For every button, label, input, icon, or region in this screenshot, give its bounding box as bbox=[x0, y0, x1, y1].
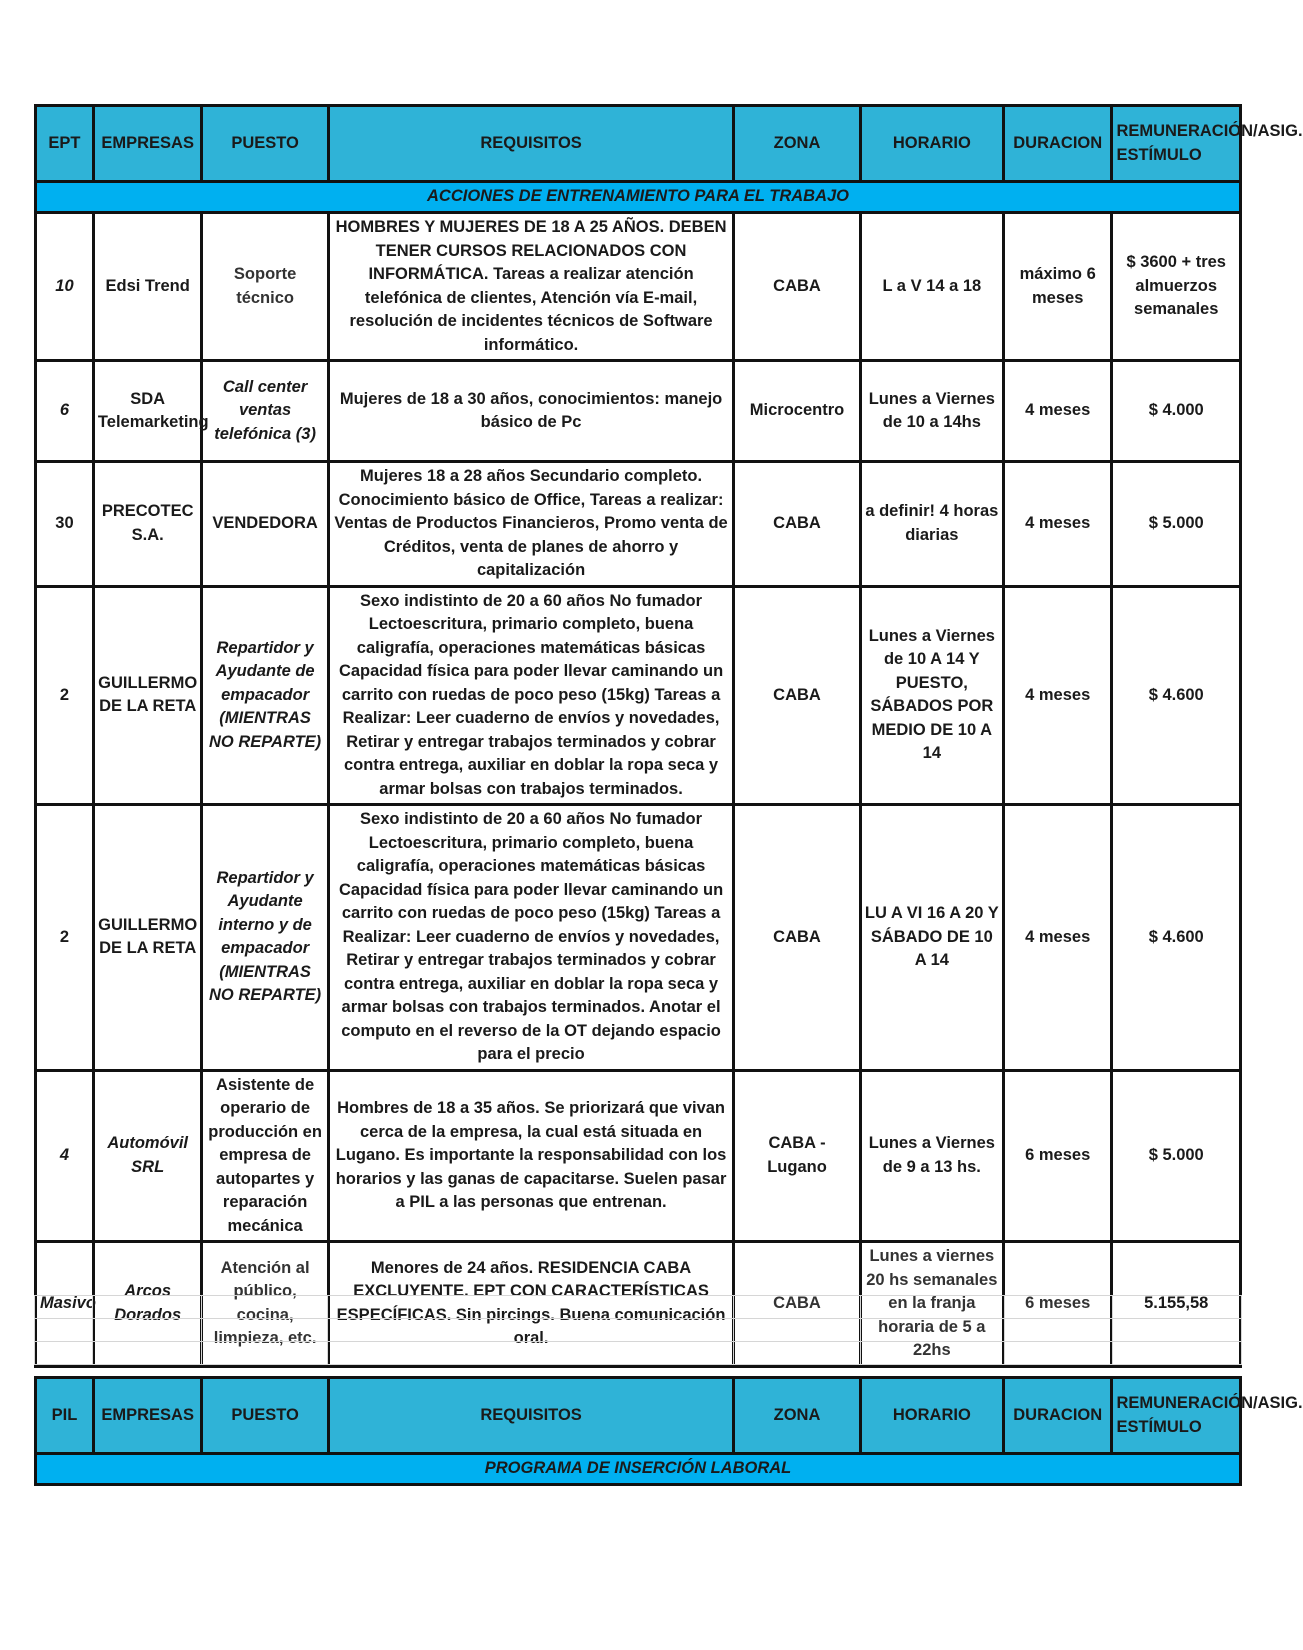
cell-empresa: GUILLERMO DE LA RETA bbox=[93, 805, 201, 1071]
cell-zona: CABA bbox=[734, 1242, 860, 1367]
cell-zona: CABA - Lugano bbox=[734, 1070, 860, 1242]
cell-requisitos: Sexo indistinto de 20 a 60 años No fumador Lectoescritura, primario completo, buena caligrafía, operaciones matemáticas básicas Capacidad física para poder llevar caminando un carrito con ruedas de poco peso (15kg) Tareas a Realizar: Leer cuaderno de envíos y novedades, Retirar y entregar trabajos terminados y cobrar contra entrega, auxiliar en doblar la ropa seca y armar bolsas con trabajos terminados. Anotar el computo en el reverso de la OT dejando espacio para el precio bbox=[328, 805, 734, 1071]
cell-requisitos: HOMBRES Y MUJERES DE 18 A 25 AÑOS. DEBEN TENER CURSOS RELACIONADOS CON INFORMÁTICA. Tareas a realizar atención telefónica de clientes, Atención vía E-mail, resolución de incidentes técnicos de Software informático. bbox=[328, 213, 734, 361]
cell-horario: Lunes a viernes 20 hs semanales en la franja horaria de 5 a 22hs bbox=[860, 1242, 1003, 1367]
cell-horario: L a V 14 a 18 bbox=[860, 213, 1003, 361]
table-row bbox=[36, 1070, 1241, 1242]
cell-puesto: Call center ventas telefónica (3) bbox=[202, 361, 328, 462]
header-row bbox=[36, 106, 1241, 182]
cell-horario: LU A VI 16 A 20 Y SÁBADO DE 10 A 14 bbox=[860, 805, 1003, 1071]
cell-empresa: Edsi Trend bbox=[93, 213, 201, 361]
cell-requisitos: Mujeres de 18 a 30 años, conocimientos: manejo básico de Pc bbox=[328, 361, 734, 462]
cell-zona: CABA bbox=[734, 586, 860, 805]
header-empresas: EMPRESAS bbox=[93, 106, 201, 182]
cell-ept: 30 bbox=[36, 462, 94, 587]
section-band-ept: ACCIONES DE ENTRENAMIENTO PARA EL TRABAJO bbox=[36, 182, 1241, 213]
empty-row bbox=[35, 1296, 1242, 1319]
cell-zona: Microcentro bbox=[734, 361, 860, 462]
empty-row bbox=[35, 1319, 1242, 1342]
cell-horario: Lunes a Viernes de 9 a 13 hs. bbox=[860, 1070, 1003, 1242]
cell-remuneracion: $ 4.600 bbox=[1112, 805, 1241, 1071]
header-empresas: EMPRESAS bbox=[93, 1378, 201, 1454]
cell-horario: a definir! 4 horas diarias bbox=[860, 462, 1003, 587]
cell-puesto: Soporte técnico bbox=[202, 213, 328, 361]
cell-ept: Masivo bbox=[36, 1242, 94, 1367]
cell-horario: Lunes a Viernes de 10 A 14 Y PUESTO, SÁBADOS POR MEDIO DE 10 A 14 bbox=[860, 586, 1003, 805]
table-row bbox=[36, 586, 1241, 805]
header-remuneracion: REMUNERACIÓN/ASIG. ESTÍMULO bbox=[1112, 106, 1241, 182]
cell-requisitos: Menores de 24 años. RESIDENCIA CABA EXCLUYENTE. EPT CON CARACTERÍSTICAS ESPECÍFICAS. Sin pircings. Buena comunicación oral. bbox=[328, 1242, 734, 1367]
cell-empresa: SDA Telemarketing bbox=[93, 361, 201, 462]
pil-table bbox=[34, 1376, 1303, 1486]
cell-remuneracion: $ 5.000 bbox=[1112, 462, 1241, 587]
cell-remuneracion: 5.155,58 bbox=[1112, 1242, 1241, 1367]
header-duracion: DURACION bbox=[1003, 1378, 1111, 1454]
header-ept: EPT bbox=[36, 106, 94, 182]
cell-empresa: PRECOTEC S.A. bbox=[93, 462, 201, 587]
cell-puesto: Atención al público, cocina, limpieza, etc. bbox=[202, 1242, 328, 1367]
cell-ept: 10 bbox=[36, 213, 94, 361]
cell-puesto: Repartidor y Ayudante de empacador (MIENTRAS NO REPARTE) bbox=[202, 586, 328, 805]
header-pil: PIL bbox=[36, 1378, 94, 1454]
cell-ept: 2 bbox=[36, 586, 94, 805]
header-zona: ZONA bbox=[734, 106, 860, 182]
empty-row bbox=[35, 1342, 1242, 1365]
cell-duracion: 6 meses bbox=[1003, 1242, 1111, 1367]
cell-duracion: 4 meses bbox=[1003, 462, 1111, 587]
cell-duracion: 4 meses bbox=[1003, 805, 1111, 1071]
section-band-row bbox=[36, 1454, 1241, 1485]
cell-duracion: máximo 6 meses bbox=[1003, 213, 1111, 361]
cell-ept: 4 bbox=[36, 1070, 94, 1242]
header-puesto: PUESTO bbox=[202, 1378, 328, 1454]
cell-remuneracion: $ 5.000 bbox=[1112, 1070, 1241, 1242]
cell-empresa: GUILLERMO DE LA RETA bbox=[93, 586, 201, 805]
cell-ept: 6 bbox=[36, 361, 94, 462]
cell-puesto: VENDEDORA bbox=[202, 462, 328, 587]
cell-zona: CABA bbox=[734, 462, 860, 587]
cell-requisitos: Hombres de 18 a 35 años. Se priorizará que vivan cerca de la empresa, la cual está situada en Lugano. Es importante la responsabilidad con los horarios y las ganas de capacitarse. Suelen pasar a PIL a las personas que entrenan. bbox=[328, 1070, 734, 1242]
header-puesto: PUESTO bbox=[202, 106, 328, 182]
header-zona: ZONA bbox=[734, 1378, 860, 1454]
cell-duracion: 4 meses bbox=[1003, 586, 1111, 805]
ept-table bbox=[34, 104, 1303, 1368]
cell-remuneracion: $ 4.000 bbox=[1112, 361, 1241, 462]
cell-empresa: Automóvil SRL bbox=[93, 1070, 201, 1242]
table-row bbox=[36, 805, 1241, 1071]
header-horario: HORARIO bbox=[860, 106, 1003, 182]
cell-requisitos: Mujeres 18 a 28 años Secundario completo. Conocimiento básico de Office, Tareas a realizar: Ventas de Productos Financieros, Promo venta de Créditos, venta de planes de ahorro y capitalización bbox=[328, 462, 734, 587]
cell-puesto: Asistente de operario de producción en empresa de autopartes y reparación mecánica bbox=[202, 1070, 328, 1242]
cell-ept: 2 bbox=[36, 805, 94, 1071]
cell-duracion: 4 meses bbox=[1003, 361, 1111, 462]
cell-remuneracion: $ 4.600 bbox=[1112, 586, 1241, 805]
header-duracion: DURACION bbox=[1003, 106, 1111, 182]
table-row bbox=[36, 462, 1241, 587]
table-row bbox=[36, 361, 1241, 462]
empty-grid bbox=[34, 1295, 1242, 1365]
header-requisitos: REQUISITOS bbox=[328, 106, 734, 182]
section-band-row bbox=[36, 182, 1241, 213]
cell-duracion: 6 meses bbox=[1003, 1070, 1111, 1242]
header-row bbox=[36, 1378, 1241, 1454]
cell-remuneracion: $ 3600 + tres almuerzos semanales bbox=[1112, 213, 1241, 361]
header-remuneracion: REMUNERACIÓN/ASIG. ESTÍMULO bbox=[1112, 1378, 1241, 1454]
cell-requisitos: Sexo indistinto de 20 a 60 años No fumador Lectoescritura, primario completo, buena caligrafía, operaciones matemáticas básicas Capacidad física para poder llevar caminando un carrito con ruedas de poco peso (15kg) Tareas a Realizar: Leer cuaderno de envíos y novedades, Retirar y entregar trabajos terminados y cobrar contra entrega, auxiliar en doblar la ropa seca y armar bolsas con trabajos terminados. bbox=[328, 586, 734, 805]
section-band-pil: PROGRAMA DE INSERCIÓN LABORAL bbox=[36, 1454, 1241, 1485]
table-row bbox=[36, 213, 1241, 361]
cell-zona: CABA bbox=[734, 213, 860, 361]
header-horario: HORARIO bbox=[860, 1378, 1003, 1454]
cell-puesto: Repartidor y Ayudante interno y de empacador (MIENTRAS NO REPARTE) bbox=[202, 805, 328, 1071]
cell-empresa: Arcos Dorados bbox=[93, 1242, 201, 1367]
header-requisitos: REQUISITOS bbox=[328, 1378, 734, 1454]
cell-zona: CABA bbox=[734, 805, 860, 1071]
cell-horario: Lunes a Viernes de 10 a 14hs bbox=[860, 361, 1003, 462]
